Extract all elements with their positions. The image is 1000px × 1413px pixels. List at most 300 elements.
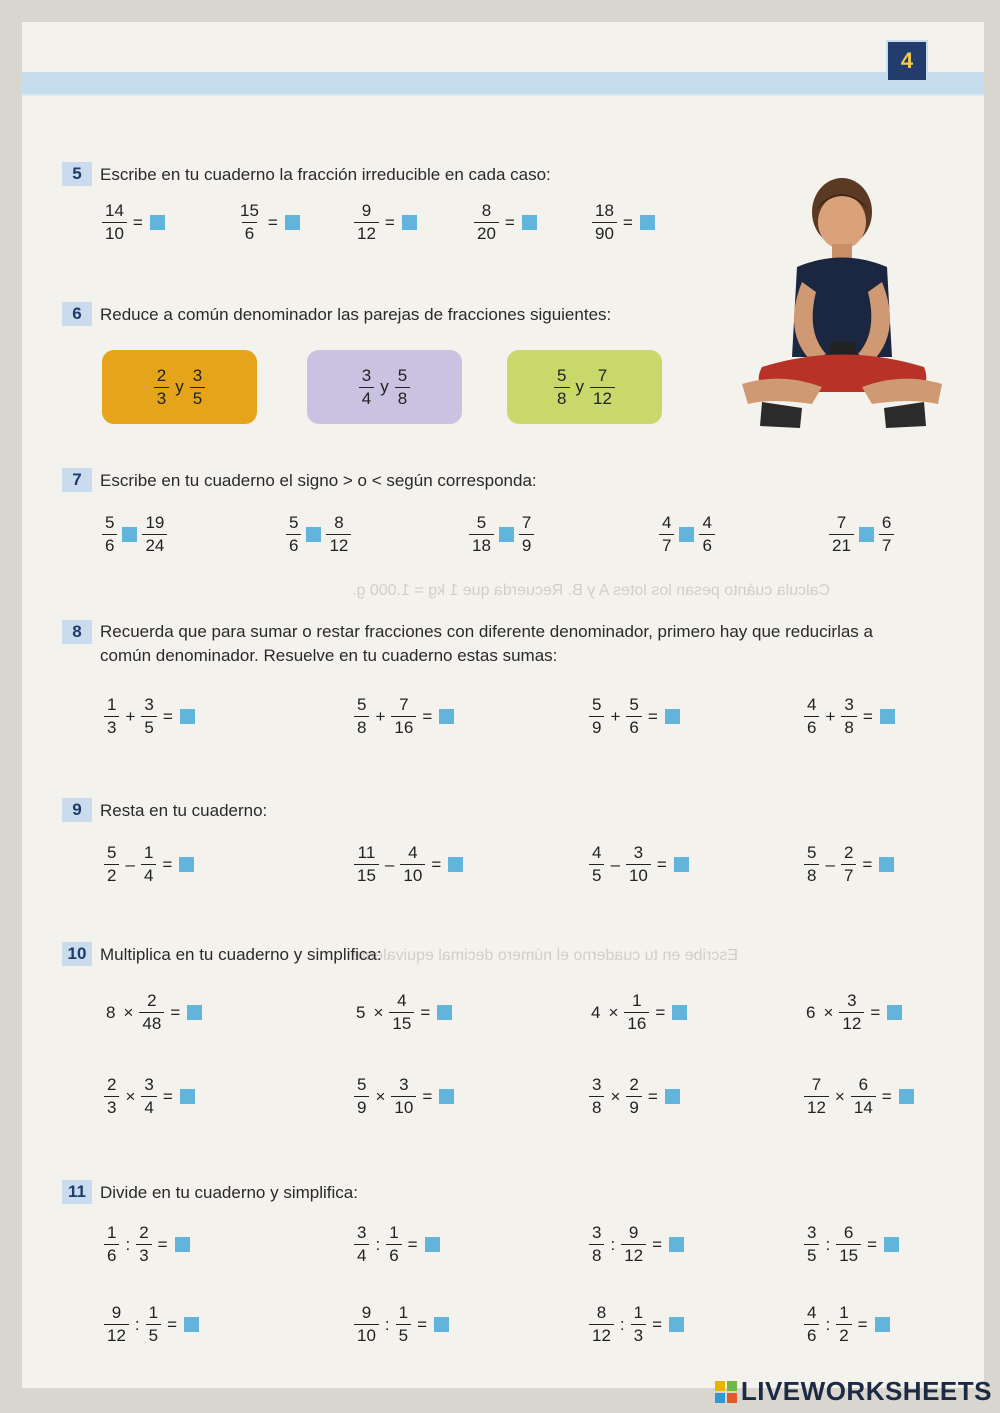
fraction xyxy=(104,842,119,887)
q7-exercise xyxy=(467,512,536,557)
operator: = xyxy=(862,706,873,726)
denominator: 6 xyxy=(626,716,641,739)
fraction xyxy=(626,842,651,887)
numerator: 5 xyxy=(629,695,639,714)
fraction xyxy=(141,694,156,739)
q5-exercise xyxy=(590,200,658,245)
numerator: 7 xyxy=(811,1075,822,1094)
numerator: 4 xyxy=(702,513,712,532)
answer-box[interactable] xyxy=(875,1317,890,1332)
liveworksheets-logo-icon xyxy=(715,1381,737,1403)
operator: = xyxy=(652,1234,663,1254)
denominator: 10 xyxy=(626,864,651,887)
question-number: 9 xyxy=(62,798,92,822)
fraction xyxy=(146,1302,161,1347)
header-band xyxy=(22,72,984,94)
fraction xyxy=(469,512,494,557)
numerator: 15 xyxy=(240,201,259,220)
numerator: 2 xyxy=(139,1223,149,1242)
q10-exercise xyxy=(802,1074,917,1119)
denominator: 5 xyxy=(589,864,604,887)
question-5 xyxy=(62,162,551,187)
q10-exercise xyxy=(802,990,905,1035)
answer-box[interactable] xyxy=(180,709,195,724)
denominator: 12 xyxy=(621,1244,646,1267)
fraction xyxy=(589,1074,604,1119)
answer-box[interactable] xyxy=(150,215,165,230)
header-band-line xyxy=(22,94,984,96)
denominator: 18 xyxy=(469,534,494,557)
denominator: 6 xyxy=(242,222,257,245)
operator: = xyxy=(417,1314,428,1334)
operator: × xyxy=(834,1086,845,1106)
operator: × xyxy=(610,1086,621,1106)
denominator: 2 xyxy=(104,864,119,887)
operator: = xyxy=(857,1314,868,1334)
operator: – xyxy=(125,854,135,874)
numerator: 6 xyxy=(858,1075,869,1094)
fraction xyxy=(389,990,414,1035)
fraction xyxy=(104,1222,119,1267)
operator: = xyxy=(132,212,143,232)
q5-exercise xyxy=(352,200,420,245)
denominator: 5 xyxy=(396,1324,411,1347)
answer-box[interactable] xyxy=(884,1237,899,1252)
numerator: 5 xyxy=(476,513,487,532)
question-text: Recuerda que para sumar o restar fracciones con diferente denominador, primero hay que reducirlas a común denominador. Resuelve en tu cuaderno estas sumas: xyxy=(100,622,873,665)
fraction xyxy=(589,1302,614,1347)
operator: = xyxy=(647,706,658,726)
fraction xyxy=(354,1222,369,1267)
question-text: Escribe en tu cuaderno el signo > o < según corresponda: xyxy=(100,470,537,490)
denominator: 6 xyxy=(699,534,714,557)
operator: × xyxy=(373,1002,384,1022)
numerator: 5 xyxy=(807,843,817,862)
answer-box[interactable] xyxy=(522,215,537,230)
answer-box[interactable] xyxy=(879,857,894,872)
q7-exercise xyxy=(827,512,896,557)
denominator: 16 xyxy=(624,1012,649,1035)
q5-exercise xyxy=(100,200,168,245)
numerator: 3 xyxy=(144,695,154,714)
numerator: 7 xyxy=(399,695,409,714)
denominator: 7 xyxy=(879,534,894,557)
denominator: 6 xyxy=(804,1324,819,1347)
fraction xyxy=(354,694,369,739)
fraction xyxy=(804,694,819,739)
operator: = xyxy=(384,212,395,232)
q9-exercise xyxy=(802,842,897,887)
denominator: 8 xyxy=(554,387,569,410)
fraction-pair-card xyxy=(307,350,462,424)
numerator: 5 xyxy=(357,695,367,714)
numerator: 8 xyxy=(481,201,492,220)
numerator: 4 xyxy=(592,843,602,862)
fraction xyxy=(400,842,425,887)
denominator: 8 xyxy=(804,864,819,887)
fraction xyxy=(621,1222,646,1267)
fraction xyxy=(354,1074,369,1119)
denominator: 12 xyxy=(354,222,379,245)
fraction xyxy=(589,694,604,739)
pair-joiner: y xyxy=(175,377,184,396)
denominator: 3 xyxy=(136,1244,151,1267)
denominator: 6 xyxy=(104,1244,119,1267)
numerator: 1 xyxy=(148,1303,159,1322)
fraction xyxy=(141,842,156,887)
denominator: 14 xyxy=(851,1096,876,1119)
answer-box[interactable] xyxy=(180,1089,195,1104)
denominator: 15 xyxy=(836,1244,861,1267)
answer-box[interactable] xyxy=(669,1317,684,1332)
fraction xyxy=(396,1302,411,1347)
numerator: 3 xyxy=(847,991,857,1010)
denominator: 9 xyxy=(589,716,604,739)
answer-box[interactable] xyxy=(439,1089,454,1104)
answer-box[interactable] xyxy=(175,1237,190,1252)
q8-exercise xyxy=(802,694,898,739)
answer-box[interactable] xyxy=(899,1089,914,1104)
liveworksheets-watermark xyxy=(715,1376,992,1407)
answer-box[interactable] xyxy=(665,1089,680,1104)
answer-box[interactable] xyxy=(187,1005,202,1020)
q11-exercise xyxy=(102,1222,193,1267)
numerator: 3 xyxy=(807,1223,817,1242)
page-number-badge: 4 xyxy=(888,42,926,80)
question-8 xyxy=(62,620,920,668)
operator: × xyxy=(123,1002,134,1022)
numerator: 3 xyxy=(592,1223,602,1242)
operator: + xyxy=(375,706,386,726)
q10-exercise xyxy=(102,990,205,1035)
q8-exercise xyxy=(587,694,683,739)
fraction xyxy=(154,365,169,410)
denominator: 8 xyxy=(589,1096,604,1119)
operator: = xyxy=(170,1002,181,1022)
denominator: 4 xyxy=(354,1244,369,1267)
q10-exercise xyxy=(102,1074,198,1119)
fraction xyxy=(141,1074,156,1119)
denominator: 90 xyxy=(592,222,617,245)
fraction xyxy=(354,1302,379,1347)
operator: = xyxy=(867,1234,878,1254)
operator: – xyxy=(610,854,620,874)
fraction xyxy=(804,1074,829,1119)
answer-box[interactable] xyxy=(665,709,680,724)
numerator: 2 xyxy=(843,843,854,862)
pair-joiner: y xyxy=(380,377,389,396)
operator: : xyxy=(825,1314,831,1334)
numerator: 1 xyxy=(107,1223,117,1242)
comparison-box[interactable] xyxy=(122,527,137,542)
operator: : xyxy=(384,1314,390,1334)
comparison-box[interactable] xyxy=(859,527,874,542)
fraction xyxy=(354,842,379,887)
q11-exercise xyxy=(102,1302,202,1347)
operator: × xyxy=(608,1002,619,1022)
numerator: 4 xyxy=(662,513,672,532)
q9-exercise xyxy=(102,842,197,887)
comparison-box[interactable] xyxy=(499,527,514,542)
answer-box[interactable] xyxy=(439,709,454,724)
numerator: 18 xyxy=(595,201,614,220)
operator: = xyxy=(157,1234,168,1254)
numerator: 4 xyxy=(807,1303,817,1322)
operator: = xyxy=(504,212,515,232)
q9-exercise xyxy=(587,842,692,887)
operator: × xyxy=(823,1002,834,1022)
operator: : xyxy=(610,1234,616,1254)
fraction xyxy=(589,1222,604,1267)
operator: = xyxy=(656,854,667,874)
answer-box[interactable] xyxy=(434,1317,449,1332)
fraction xyxy=(841,842,856,887)
q5-exercise xyxy=(235,200,303,245)
question-number: 5 xyxy=(62,162,92,186)
denominator: 3 xyxy=(631,1324,646,1347)
fraction xyxy=(839,990,864,1035)
q11-exercise xyxy=(352,1302,452,1347)
whole-number: 8 xyxy=(106,1002,116,1022)
denominator: 9 xyxy=(354,1096,369,1119)
numerator: 1 xyxy=(107,695,117,714)
operator: : xyxy=(375,1234,381,1254)
denominator: 15 xyxy=(389,1012,414,1035)
numerator: 19 xyxy=(145,513,165,532)
operator: = xyxy=(162,706,173,726)
fraction xyxy=(592,200,617,245)
numerator: 3 xyxy=(192,365,203,385)
answer-box[interactable] xyxy=(448,857,463,872)
operator: – xyxy=(384,854,395,874)
denominator: 5 xyxy=(804,1244,819,1267)
fraction xyxy=(836,1302,851,1347)
denominator: 6 xyxy=(286,534,301,557)
numerator: 2 xyxy=(156,365,167,385)
fraction-pair-card xyxy=(507,350,662,424)
denominator: 21 xyxy=(829,534,854,557)
operator: : xyxy=(619,1314,625,1334)
answer-box[interactable] xyxy=(640,215,655,230)
operator: = xyxy=(647,1086,658,1106)
denominator: 10 xyxy=(102,222,127,245)
fraction xyxy=(136,1222,151,1267)
q8-exercise xyxy=(102,694,198,739)
fraction xyxy=(804,1222,819,1267)
numerator: 3 xyxy=(633,843,644,862)
denominator: 9 xyxy=(519,534,534,557)
fraction xyxy=(104,694,119,739)
q11-exercise xyxy=(587,1302,687,1347)
whole-number: 4 xyxy=(591,1002,601,1022)
denominator: 24 xyxy=(142,534,167,557)
operator: = xyxy=(422,706,433,726)
answer-box[interactable] xyxy=(285,215,300,230)
ghost-text: Calcula cuánto pesan los lotes A y B. Recuerda que 1 kg = 1.000 g. xyxy=(352,582,831,599)
fraction xyxy=(354,200,379,245)
numerator: 7 xyxy=(836,513,847,532)
q11-exercise xyxy=(802,1302,893,1347)
numerator: 1 xyxy=(839,1303,849,1322)
fraction xyxy=(829,512,854,557)
fraction xyxy=(554,365,569,410)
answer-box[interactable] xyxy=(674,857,689,872)
denominator: 5 xyxy=(146,1324,161,1347)
q10-exercise xyxy=(352,990,455,1035)
question-text: Divide en tu cuaderno y simplifica: xyxy=(100,1182,358,1202)
fraction xyxy=(699,512,714,557)
denominator: 4 xyxy=(359,387,374,410)
whole-number: 6 xyxy=(806,1002,816,1022)
question-text: Resta en tu cuaderno: xyxy=(100,800,268,820)
q9-exercise xyxy=(352,842,466,887)
fraction-pair-card xyxy=(102,350,257,424)
answer-box[interactable] xyxy=(672,1005,687,1020)
answer-box[interactable] xyxy=(880,709,895,724)
q10-exercise xyxy=(352,1074,457,1119)
answer-box[interactable] xyxy=(425,1237,440,1252)
numerator: 4 xyxy=(408,843,418,862)
answer-box[interactable] xyxy=(669,1237,684,1252)
fraction xyxy=(804,1302,819,1347)
answer-box[interactable] xyxy=(179,857,194,872)
denominator: 12 xyxy=(839,1012,864,1035)
denominator: 3 xyxy=(104,1096,119,1119)
q10-exercise xyxy=(587,990,690,1035)
numerator: 9 xyxy=(628,1223,639,1242)
question-number: 7 xyxy=(62,468,92,492)
boy-illustration xyxy=(742,172,942,434)
denominator: 6 xyxy=(804,716,819,739)
numerator: 1 xyxy=(389,1223,399,1242)
fraction xyxy=(286,512,301,557)
operator: = xyxy=(162,1086,173,1106)
whole-number: 5 xyxy=(356,1002,366,1022)
fraction xyxy=(102,200,127,245)
fraction xyxy=(391,694,416,739)
answer-box[interactable] xyxy=(887,1005,902,1020)
numerator: 7 xyxy=(597,365,608,385)
fraction xyxy=(386,1222,401,1267)
ghost-text: Escribe en tu cuaderno el número decimal equivalente xyxy=(352,947,739,964)
fraction xyxy=(589,842,604,887)
denominator: 20 xyxy=(474,222,499,245)
operator: = xyxy=(167,1314,178,1334)
question-number: 6 xyxy=(62,302,92,326)
q7-exercise xyxy=(284,512,353,557)
fraction xyxy=(659,512,674,557)
denominator: 12 xyxy=(590,387,615,410)
operator: = xyxy=(407,1234,418,1254)
denominator: 6 xyxy=(386,1244,401,1267)
operator: + xyxy=(610,706,621,726)
fraction xyxy=(624,990,649,1035)
q5-exercise xyxy=(472,200,540,245)
question-text: Reduce a común denominador las parejas de fracciones siguientes: xyxy=(100,304,612,324)
fraction xyxy=(395,365,410,410)
q7-exercise xyxy=(657,512,717,557)
answer-box[interactable] xyxy=(437,1005,452,1020)
numerator: 3 xyxy=(357,1223,367,1242)
watermark-text: LIVEWORKSHEETS xyxy=(740,1376,992,1406)
denominator: 9 xyxy=(626,1096,641,1119)
fraction xyxy=(359,365,374,410)
denominator: 2 xyxy=(836,1324,851,1347)
question-number: 8 xyxy=(62,620,92,644)
numerator: 3 xyxy=(592,1075,602,1094)
denominator: 6 xyxy=(102,534,117,557)
denominator: 8 xyxy=(841,716,856,739)
fraction xyxy=(142,512,167,557)
numerator: 4 xyxy=(397,991,407,1010)
operator: = xyxy=(655,1002,666,1022)
fraction xyxy=(626,1074,641,1119)
fraction xyxy=(139,990,164,1035)
operator: = xyxy=(162,854,173,874)
fraction xyxy=(519,512,534,557)
numerator: 8 xyxy=(334,513,344,532)
q11-exercise xyxy=(802,1222,902,1267)
denominator: 5 xyxy=(190,387,205,410)
fraction xyxy=(326,512,351,557)
fraction xyxy=(879,512,894,557)
q8-exercise xyxy=(352,694,457,739)
question-text: Escribe en tu cuaderno la fracción irreducible en cada caso: xyxy=(100,164,551,184)
question-9 xyxy=(62,798,267,823)
numerator: 9 xyxy=(361,201,372,220)
numerator: 5 xyxy=(289,513,299,532)
fraction xyxy=(851,1074,876,1119)
answer-box[interactable] xyxy=(402,215,417,230)
q11-exercise xyxy=(587,1222,687,1267)
denominator: 12 xyxy=(804,1096,829,1119)
operator: = xyxy=(862,854,873,874)
operator: = xyxy=(267,212,278,232)
q10-exercise xyxy=(587,1074,683,1119)
numerator: 5 xyxy=(397,365,408,385)
answer-box[interactable] xyxy=(184,1317,199,1332)
fraction xyxy=(104,1074,119,1119)
denominator: 16 xyxy=(391,716,416,739)
operator: + xyxy=(825,706,836,726)
fraction xyxy=(190,365,205,410)
denominator: 8 xyxy=(354,716,369,739)
fraction xyxy=(836,1222,861,1267)
numerator: 1 xyxy=(143,843,154,862)
comparison-box[interactable] xyxy=(306,527,321,542)
operator: : xyxy=(125,1234,131,1254)
numerator: 7 xyxy=(521,513,532,532)
operator: : xyxy=(134,1314,140,1334)
fraction xyxy=(626,694,641,739)
numerator: 5 xyxy=(107,843,117,862)
question-text: Multiplica en tu cuaderno y simplifica: xyxy=(100,944,382,964)
numerator: 1 xyxy=(398,1303,409,1322)
question-7 xyxy=(62,468,537,493)
numerator: 3 xyxy=(399,1075,409,1094)
fraction xyxy=(631,1302,646,1347)
denominator: 10 xyxy=(391,1096,416,1119)
q11-exercise xyxy=(352,1222,443,1267)
operator: = xyxy=(422,1086,433,1106)
numerator: 4 xyxy=(807,695,817,714)
question-number: 11 xyxy=(62,1180,92,1204)
question-6 xyxy=(62,302,611,327)
denominator: 8 xyxy=(589,1244,604,1267)
denominator: 12 xyxy=(326,534,351,557)
comparison-box[interactable] xyxy=(679,527,694,542)
numerator: 1 xyxy=(632,991,642,1010)
